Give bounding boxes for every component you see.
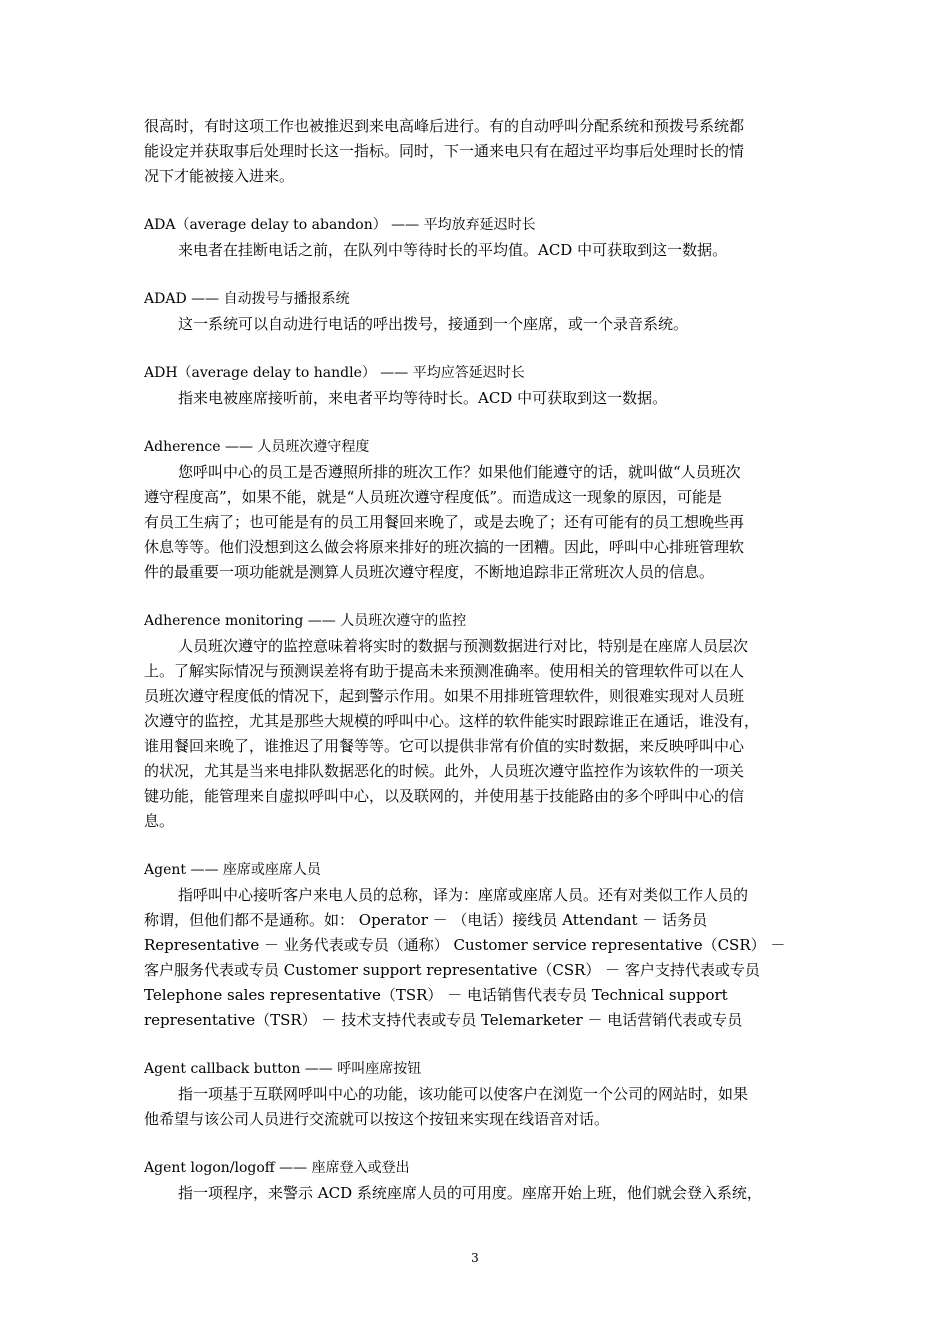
text-line: 遵守程度高”，如果不能，就是“人员班次遵守程度低”。而造成这一现象的原因，可能是 — [144, 488, 723, 506]
glossary-definition — [144, 1181, 808, 1206]
text-line: 指一项基于互联网呼叫中心的功能，该功能可以使客户在浏览一个公司的网站时，如果 — [178, 1085, 749, 1103]
glossary-term: ADH（average delay to handle） —— 平均应答延迟时长 — [144, 365, 525, 381]
glossary-term: ADAD —— 自动拨号与播报系统 — [144, 291, 350, 307]
text-line: 次遵守的监控，尤其是那些大规模的呼叫中心。这样的软件能实时跟踪谁正在通话，谁没有， — [144, 712, 760, 730]
glossary-term: Agent callback button —— 呼叫座席按钮 — [144, 1061, 422, 1077]
glossary-term: Adherence —— 人员班次遵守程度 — [144, 439, 370, 455]
glossary-definition — [144, 386, 808, 411]
text-line: representative（TSR） － 技术支持代表或专员 Telemarketer － 电话营销代表或专员 — [144, 1011, 743, 1029]
glossary-term: Adherence monitoring —— 人员班次遵守的监控 — [144, 613, 467, 629]
text-line: 指一项程序，来警示 ACD 系统座席人员的可用度。座席开始上班，他们就会登入系统， — [178, 1184, 762, 1202]
text-line: 他希望与该公司人员进行交流就可以按这个按钮来实现在线语音对话。 — [144, 1110, 610, 1128]
text-line: 谁用餐回来晚了，谁推迟了用餐等等。它可以提供非常有价值的实时数据，来反映呼叫中心 — [144, 737, 745, 755]
text-line: 上。了解实际情况与预测误差将有助于提高未来预测准确率。使用相关的管理软件可以在人 — [144, 662, 745, 680]
text-line: 称谓，但他们都不是通称。如： Operator － （电话）接线员 Attendant － 话务员 — [144, 911, 708, 929]
text-line: 况下才能被接入进来。 — [144, 167, 295, 185]
glossary-term: ADA（average delay to abandon） —— 平均放弃延迟时长 — [144, 217, 536, 233]
page-content — [144, 114, 808, 1206]
text-line: 有员工生病了；也可能是有的员工用餐回来晚了，或是去晚了；还有可能有的员工想晚些再 — [144, 513, 745, 531]
text-line: 休息等等。他们没想到这么做会将原来排好的班次搞的一团糟。因此，呼叫中心排班管理软 — [144, 538, 745, 556]
page-number: 3 — [471, 1251, 479, 1265]
text-line: Representative － 业务代表或专员（通称） Customer service representative（CSR） － — [144, 936, 786, 954]
text-line: 键功能，能管理来自虚拟呼叫中心，以及联网的，并使用基于技能路由的多个呼叫中心的信 — [144, 787, 745, 805]
glossary-term: Agent —— 座席或座席人员 — [144, 862, 321, 878]
text-line: 指来电被座席接听前，来电者平均等待时长。ACD 中可获取到这一数据。 — [178, 389, 668, 407]
glossary-definition — [144, 238, 808, 263]
text-line: 来电者在挂断电话之前，在队列中等待时长的平均值。ACD 中可获取到这一数据。 — [178, 241, 728, 259]
text-line: 您呼叫中心的员工是否遵照所排的班次工作？如果他们能遵守的话，就叫做“人员班次 — [178, 463, 741, 481]
text-line: 人员班次遵守的监控意味着将实时的数据与预测数据进行对比，特别是在座席人员层次 — [178, 637, 749, 655]
text-line: 能设定并获取事后处理时长这一指标。同时，下一通来电只有在超过平均事后处理时长的情 — [144, 142, 745, 160]
text-line: Telephone sales representative（TSR） － 电话销售代表专员 Technical support — [144, 986, 728, 1004]
intro-paragraph — [144, 114, 808, 189]
text-line: 息。 — [144, 812, 175, 830]
glossary-definition — [144, 883, 808, 1033]
text-line: 很高时，有时这项工作也被推迟到来电高峰后进行。有的自动呼叫分配系统和预拨号系统都 — [144, 117, 745, 135]
text-line: 客户服务代表或专员 Customer support representative（CSR） － 客户支持代表或专员 — [144, 961, 760, 979]
text-line: 件的最重要一项功能就是测算人员班次遵守程度，不断地追踪非正常班次人员的信息。 — [144, 563, 715, 581]
text-line: 的状况，尤其是当来电排队数据恶化的时候。此外，人员班次遵守监控作为该软件的一项关 — [144, 762, 745, 780]
glossary-definition — [144, 460, 808, 585]
glossary-definition — [144, 634, 808, 834]
text-line: 指呼叫中心接听客户来电人员的总称，译为：座席或座席人员。还有对类似工作人员的 — [178, 886, 749, 904]
text-line: 员班次遵守程度低的情况下，起到警示作用。如果不用排班管理软件，则很难实现对人员班 — [144, 687, 745, 705]
glossary-term: Agent logon/logoff —— 座席登入或登出 — [144, 1160, 410, 1176]
glossary-definition — [144, 1082, 808, 1132]
text-line: 这一系统可以自动进行电话的呼出拨号，接通到一个座席，或一个录音系统。 — [178, 315, 689, 333]
glossary-definition — [144, 312, 808, 337]
